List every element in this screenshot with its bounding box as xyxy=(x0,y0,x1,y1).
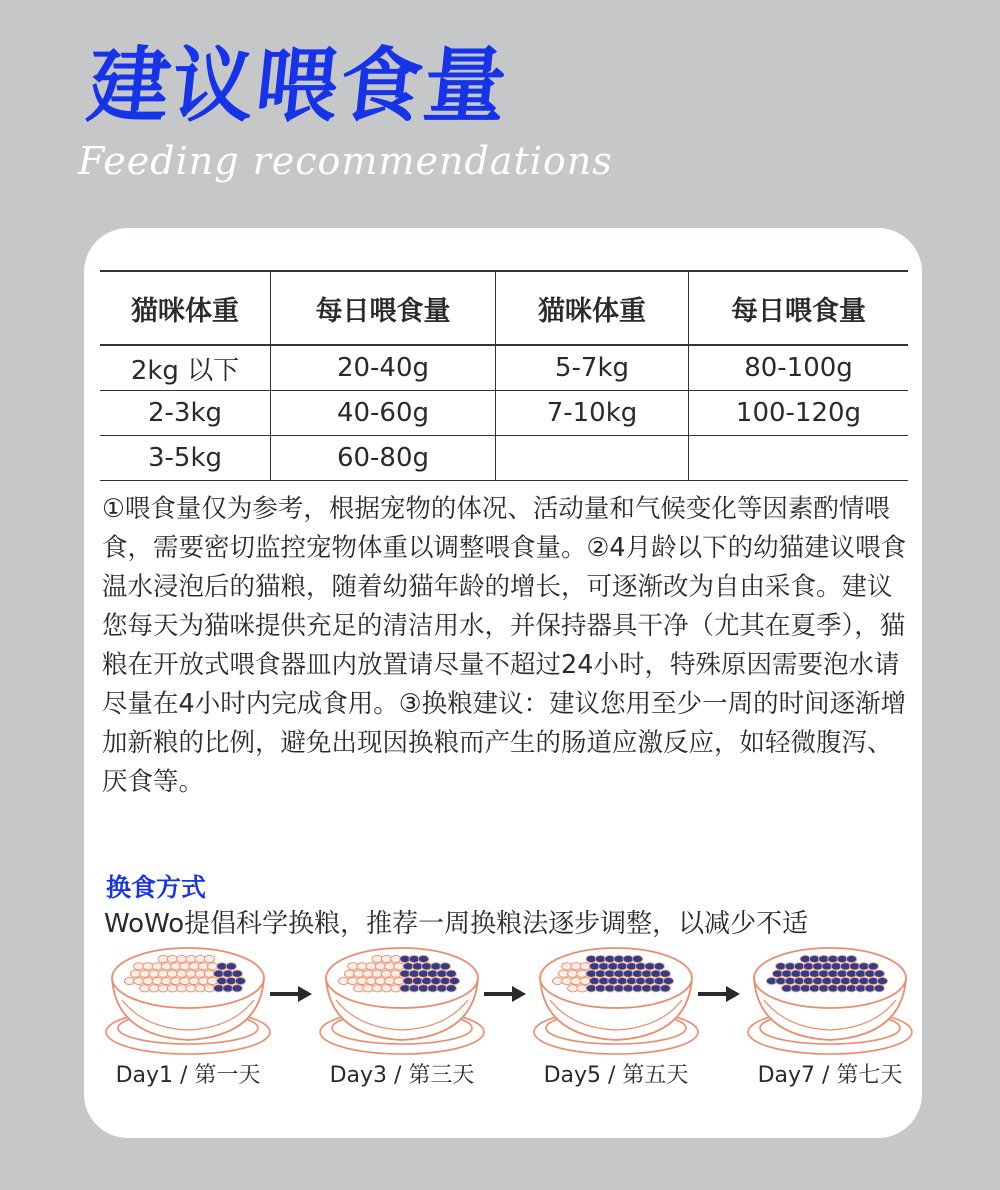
table-cell: 60-80g xyxy=(271,436,496,481)
arrow-right-icon xyxy=(270,984,312,1004)
method-description: WoWo提倡科学换粮，推荐一周换粮法逐步调整，以减少不适 xyxy=(104,909,809,939)
table-cell: 3-5kg xyxy=(100,436,271,481)
day7-label: Day7 / 第七天 xyxy=(757,1063,903,1088)
table-cell: 2-3kg xyxy=(100,391,271,436)
method-title: 换食方式 xyxy=(106,873,207,902)
table-header: 每日喂食量 xyxy=(689,271,909,345)
feeding-notes: ①喂食量仅为参考，根据宠物的体况、活动量和气候变化等因素酌情喂食，需要密切监控宠物体重以调整喂食量。②4月龄以下的幼猫建议喂食温水浸泡后的猫粮，随着幼猫年龄的增长，可逐渐改为自由采食。建议您每天为猫咪提供充足的清洁用水，并保持器具干净（尤其在夏季），猫粮在开放式喂食器皿内放置请尽量不超过24小时，特殊原因需要泡水请尽量在4小时内完成食用。③换粮建议：建议您用至少一周的时间逐渐增加新粮的比例，避免出现因换粮而产生的肠道应激反应，如轻微腹泻、厌食等。 xyxy=(102,494,907,797)
day3-label: Day3 / 第三天 xyxy=(329,1063,475,1088)
day1-label: Day1 / 第一天 xyxy=(115,1063,261,1088)
day5-label: Day5 / 第五天 xyxy=(543,1063,689,1088)
bowl-day1-icon xyxy=(104,940,272,1058)
bowl-day3-icon xyxy=(318,940,486,1058)
table-row xyxy=(100,436,908,481)
content-card xyxy=(84,228,922,1138)
table-cell: 5-7kg xyxy=(496,345,689,391)
table-header: 猫咪体重 xyxy=(496,271,689,345)
table-cell: 7-10kg xyxy=(496,391,689,436)
table-row xyxy=(100,345,908,391)
table-cell: 20-40g xyxy=(271,345,496,391)
arrow-right-icon xyxy=(484,984,526,1004)
table-cell xyxy=(496,436,689,481)
feeding-table xyxy=(100,270,908,481)
table-cell: 40-60g xyxy=(271,391,496,436)
table-cell: 2kg 以下 xyxy=(100,345,271,391)
table-header-row xyxy=(100,271,908,345)
bowl-day7-icon xyxy=(746,940,914,1058)
table-header: 猫咪体重 xyxy=(100,271,271,345)
arrow-right-icon xyxy=(698,984,740,1004)
table-row xyxy=(100,391,908,436)
table-cell: 100-120g xyxy=(689,391,909,436)
page-title: 建议喂食量 xyxy=(83,39,514,134)
page-subtitle: Feeding recommendations xyxy=(78,139,613,183)
bowl-day5-icon xyxy=(532,940,700,1058)
table-cell: 80-100g xyxy=(689,345,909,391)
table-header: 每日喂食量 xyxy=(271,271,496,345)
table-cell xyxy=(689,436,909,481)
